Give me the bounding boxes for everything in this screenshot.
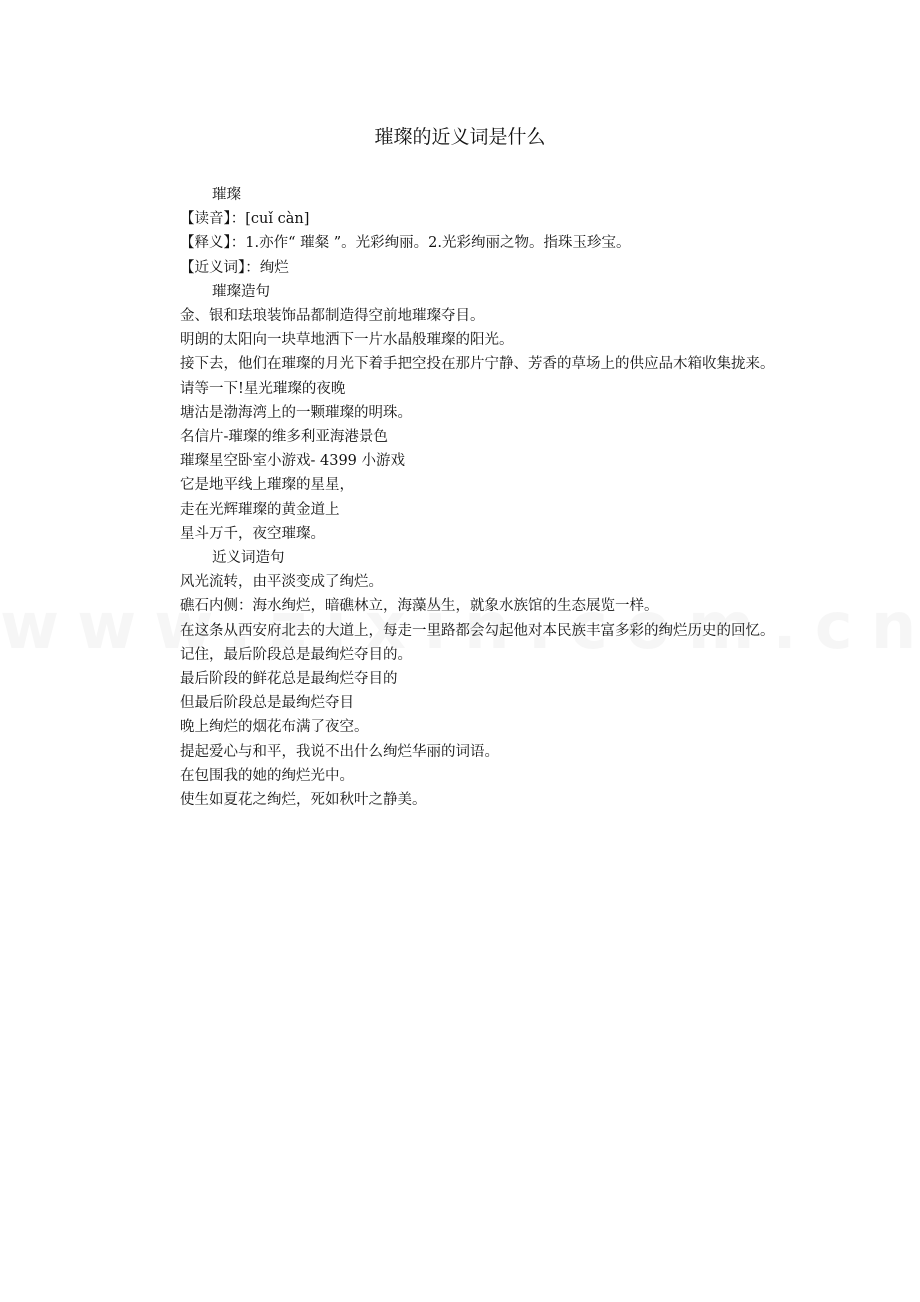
- section-heading: 璀璨: [212, 187, 241, 203]
- paragraph: 在这条从西安府北去的大道上，每走一里路都会勾起他对本民族丰富多彩的绚烂历史的回忆。: [180, 622, 775, 639]
- paragraph: 接下去，他们在璀璨的月光下着手把空投在那片宁静、芳香的草场上的供应品木箱收集拢来。: [180, 356, 775, 373]
- paragraph: 金、银和珐琅装饰品都制造得空前地璀璨夺目。: [180, 308, 485, 325]
- paragraph: 星斗万千，夜空璀璨。: [180, 525, 325, 542]
- paragraph: 提起爱心与和平，我说不出什么绚烂华丽的词语。: [180, 743, 499, 760]
- paragraph: 走在光辉璀璨的黄金道上: [180, 501, 340, 518]
- section-heading: 璀璨造句: [212, 283, 270, 300]
- paragraph: 塘沽是渤海湾上的一颗璀璨的明珠。: [180, 404, 412, 421]
- paragraph: 晚上绚烂的烟花布满了夜空。: [180, 719, 369, 736]
- paragraph: 璀璨星空卧室小游戏- 4399 小游戏: [180, 453, 406, 470]
- page-title: 璀璨的近义词是什么: [374, 126, 546, 148]
- paragraph: 使生如夏花之绚烂，死如秋叶之静美。: [180, 792, 427, 809]
- paragraph: 记住，最后阶段总是最绚烂夺目的。: [180, 646, 412, 663]
- document-body: [140, 183, 785, 812]
- paragraph: 在包围我的她的绚烂光中。: [180, 767, 354, 784]
- paragraph: 但最后阶段总是最绚烂夺目: [180, 695, 354, 712]
- paragraph: 它是地平线上璀璨的星星，: [180, 477, 354, 494]
- paragraph: 最后阶段的鲜花总是最绚烂夺目的: [180, 671, 398, 688]
- paragraph: 名信片-璀璨的维多利亚海港景色: [180, 429, 388, 446]
- paragraph: 风光流转，由平淡变成了绚烂。: [180, 574, 383, 591]
- section-heading: 近义词造句: [212, 550, 285, 567]
- paragraph: 【释义】：1.亦作“ 璀粲 ”。光彩绚丽。2.光彩绚丽之物。指珠玉珍宝。: [180, 235, 631, 252]
- paragraph: 礁石内侧：海水绚烂，暗礁林立，海藻丛生，就象水族馆的生态展览一样。: [180, 598, 659, 615]
- paragraph: 【近义词】：绚烂: [180, 259, 289, 276]
- paragraph: 请等一下!星光璀璨的夜晚: [180, 380, 346, 397]
- paragraph: 明朗的太阳向一块草地洒下一片水晶般璀璨的阳光。: [180, 332, 514, 349]
- paragraph: 【读音】：[cuǐ càn]: [180, 211, 310, 228]
